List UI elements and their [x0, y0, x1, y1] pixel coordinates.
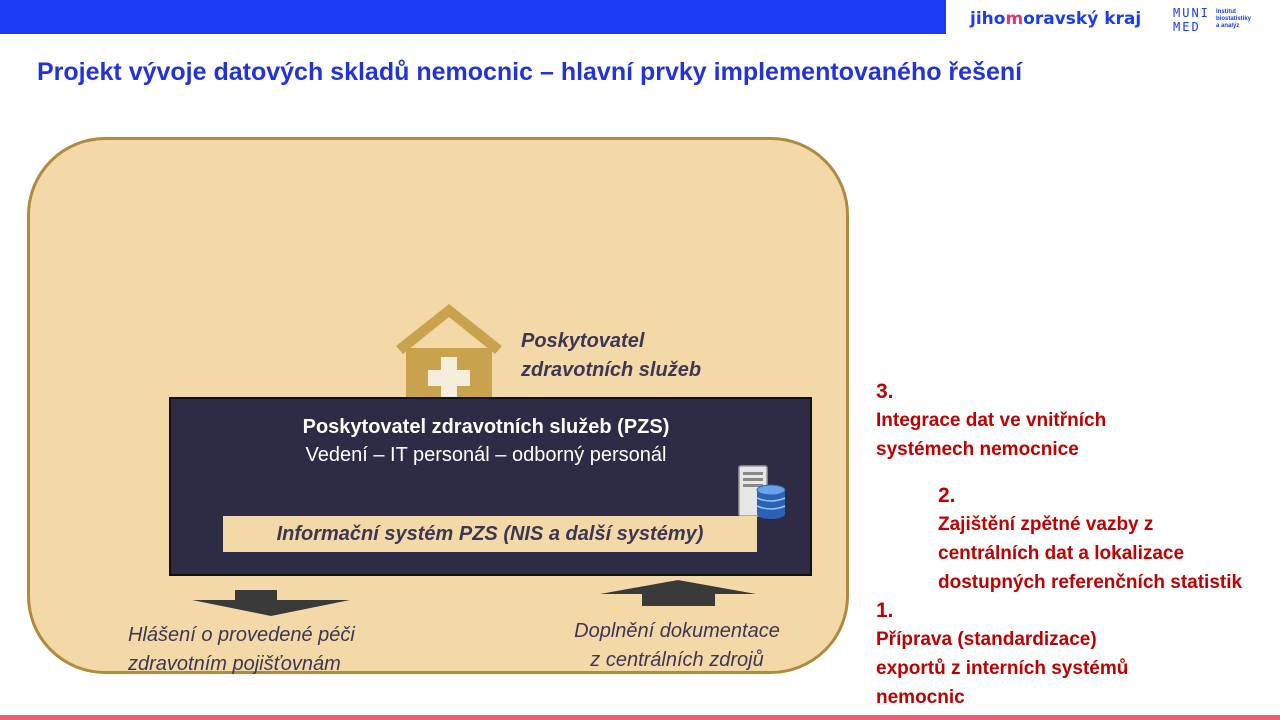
step-text: exportů z interních systémů [876, 658, 1129, 679]
pzs-box [169, 397, 812, 576]
database-server-icon [737, 464, 787, 522]
step-text: centrálních dat a lokalizace [938, 543, 1185, 564]
up-arrow-icon [600, 580, 756, 606]
step-text: Zajištění zpětné vazby z [938, 514, 1154, 535]
step-number: 1. [876, 599, 894, 622]
step-number: 3. [876, 380, 894, 403]
provider-label-line1: Poskytovatel [521, 330, 645, 352]
institute-name: Institut biostatistiky a analýz [1216, 9, 1252, 29]
header-bar [0, 0, 946, 34]
step-text: systémech nemocnice [876, 439, 1079, 460]
documentation-label-line1: Doplnění dokumentace [574, 620, 780, 642]
step-text: Příprava (standardizace) [876, 629, 1097, 650]
pzs-subtitle: Vedení – IT personál – odborný personál [305, 444, 667, 466]
documentation-label [540, 617, 814, 675]
hospital-house-icon [396, 300, 502, 410]
muni-med-logo [1173, 6, 1210, 34]
step-text: nemocnic [876, 687, 965, 708]
logo-text-part: oravský kraj [1023, 9, 1142, 29]
step-text: dostupných referenčních statistik [938, 572, 1243, 593]
step-3 [876, 377, 1106, 464]
reporting-label-line2: zdravotním pojišťovnám [128, 653, 341, 675]
step-2 [938, 481, 1242, 597]
footer-line [0, 715, 1280, 720]
step-number: 2. [938, 484, 956, 507]
muni-logo-line1: MUNI [1173, 6, 1210, 20]
institute-logo-text [1216, 9, 1252, 30]
documentation-label-line2: z centrálních zdrojů [590, 649, 764, 671]
region-logo [970, 9, 1141, 29]
reporting-label [128, 621, 355, 679]
reporting-label-line1: Hlášení o provedené péči [128, 624, 355, 646]
pzs-title: Poskytovatel zdravotních služeb (PZS) [302, 416, 670, 438]
logo-text-part: jiho [970, 9, 1006, 29]
muni-logo-line2: MED [1173, 20, 1201, 34]
provider-label-line2: zdravotních služeb [521, 359, 702, 381]
provider-label [521, 327, 701, 385]
step-1 [876, 596, 1128, 712]
logo-text-accent: m [1005, 9, 1024, 29]
page-title: Projekt vývoje datových skladů nemocnic – hlavní prvky implementovaného řešení [37, 58, 1023, 86]
nis-label: Informační systém PZS (NIS a další systémy) [223, 516, 757, 552]
step-text: Integrace dat ve vnitřních [876, 410, 1107, 431]
down-arrow-icon [192, 590, 350, 616]
